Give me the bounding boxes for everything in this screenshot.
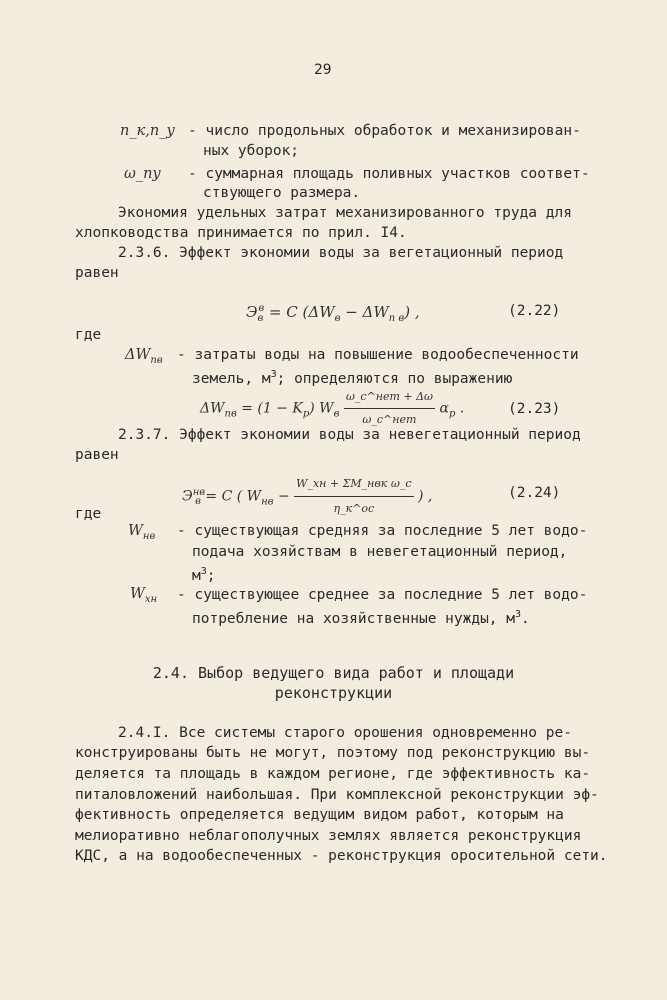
section-236-line-1: 2.3.6. Эффект экономии воды за вегетационный период bbox=[118, 245, 564, 261]
equation-2-24-number: (2.24) bbox=[508, 485, 561, 501]
section-237-line-1: 2.3.7. Эффект экономии воды за невегетационный период bbox=[118, 427, 581, 443]
symbol-w-nv: $W_{нв}$ bbox=[128, 523, 156, 542]
def-whn-line-1: - существующее среднее за последние 5 лет водо- bbox=[177, 587, 588, 603]
section-heading-line-1: 2.4. Выбор ведущего вида работ и площади bbox=[152, 664, 515, 682]
paragraph-2-line-1: 2.4.I. Все системы старого орошения одновременно ре- bbox=[118, 725, 572, 741]
def-wnv-line-2: подача хозяйствам в невегетационный период, bbox=[192, 544, 568, 560]
fraction-2-24: $\frac{\text{W\_хн + ΣM\_нвк ω\_с}}{\eta\_к\^{}ос}$ bbox=[294, 472, 413, 521]
section-heading-line-2: реконструкции bbox=[274, 684, 393, 702]
where-label-2: где bbox=[75, 506, 102, 522]
section-236-line-2: равен bbox=[75, 265, 119, 281]
def-wnv-line-3: $м^3$; bbox=[192, 566, 216, 584]
def-wnv-line-1: - существующая средняя за последние 5 лет водо- bbox=[177, 523, 588, 539]
page-number: 29 bbox=[314, 62, 332, 78]
def-nk-ny-cont: ных уборок; bbox=[203, 143, 300, 159]
symbol-nk-ny: n_к,n_у bbox=[120, 123, 175, 139]
paragraph-1-line-2: хлопководства принимается по прил. I4. bbox=[75, 225, 407, 241]
paragraph-2-line-2: конструированы быть не могут, поэтому под реконструкцию вы- bbox=[75, 745, 591, 761]
def-nk-ny-text: - число продольных обработок и механизирован- bbox=[188, 123, 581, 139]
equation-2-23-number: (2.23) bbox=[508, 401, 561, 417]
def-dw-line-2: земель, $м^3$; определяются по выражению bbox=[192, 369, 513, 387]
def-whn-line-2: потребление на хозяйственные нужды, $м^3$. bbox=[192, 609, 530, 627]
equation-2-22-number: (2.22) bbox=[508, 303, 561, 319]
paragraph-2-line-4: питаловложений наибольшая. При комплексной реконструкции эф- bbox=[75, 787, 599, 803]
paragraph-2-line-3: деляется та площадь в каждом регионе, где эффективность ка- bbox=[75, 766, 591, 782]
def-omega-cont: ствующего размера. bbox=[203, 185, 361, 201]
fraction-2-23: $\frac{\text{ω\_с\textasciicircum{}нет + Δω}}{\text{ω\_с\textasciicircum{}нет}}$ bbox=[344, 386, 435, 431]
equation-2-24: $Э^{нв}_в = C$ ( $W_{нв}$ − $\frac{\text{W\_хн + ΣM\_нвк ω\_с}}{\eta\_к\^{}ос}$ ) , bbox=[182, 472, 432, 521]
equation-2-23: $\Delta W_{пв} = (1 - K_р)$ $W_в$ $\frac{\text{ω\_с\textasciicircum{}нет + Δω}}{\text{ω\_с\textasciicircum{}нет}}$ $\alpha_р$ . bbox=[200, 386, 464, 431]
def-omega-text: - суммарная площадь поливных участков соответ- bbox=[188, 166, 590, 182]
def-dw-line-1: - затраты воды на повышение водообеспеченности bbox=[177, 347, 579, 363]
equation-2-22: $Э_в^в = C$ $(\Delta W_в - \Delta W_{п в})$ , bbox=[246, 303, 420, 324]
symbol-omega-pu: ω_пу bbox=[124, 166, 161, 182]
section-237-line-2: равен bbox=[75, 447, 119, 463]
symbol-w-hn: $W_{хн}$ bbox=[130, 586, 158, 605]
where-label-1: где bbox=[75, 327, 102, 343]
paragraph-2-line-5: фективность определяется ведущим видом работ, которым на bbox=[75, 807, 564, 823]
paragraph-2-line-6: мелиоративно неблагополучных землях является реконструкция bbox=[75, 828, 582, 844]
paragraph-1-line-1: Экономия удельных затрат механизированного труда для bbox=[118, 205, 572, 221]
symbol-dw-pv: $\Delta W_{пв}$ bbox=[125, 347, 163, 366]
paragraph-2-line-7: КДС, а на водообеспеченных - реконструкция оросительной сети. bbox=[75, 848, 608, 864]
